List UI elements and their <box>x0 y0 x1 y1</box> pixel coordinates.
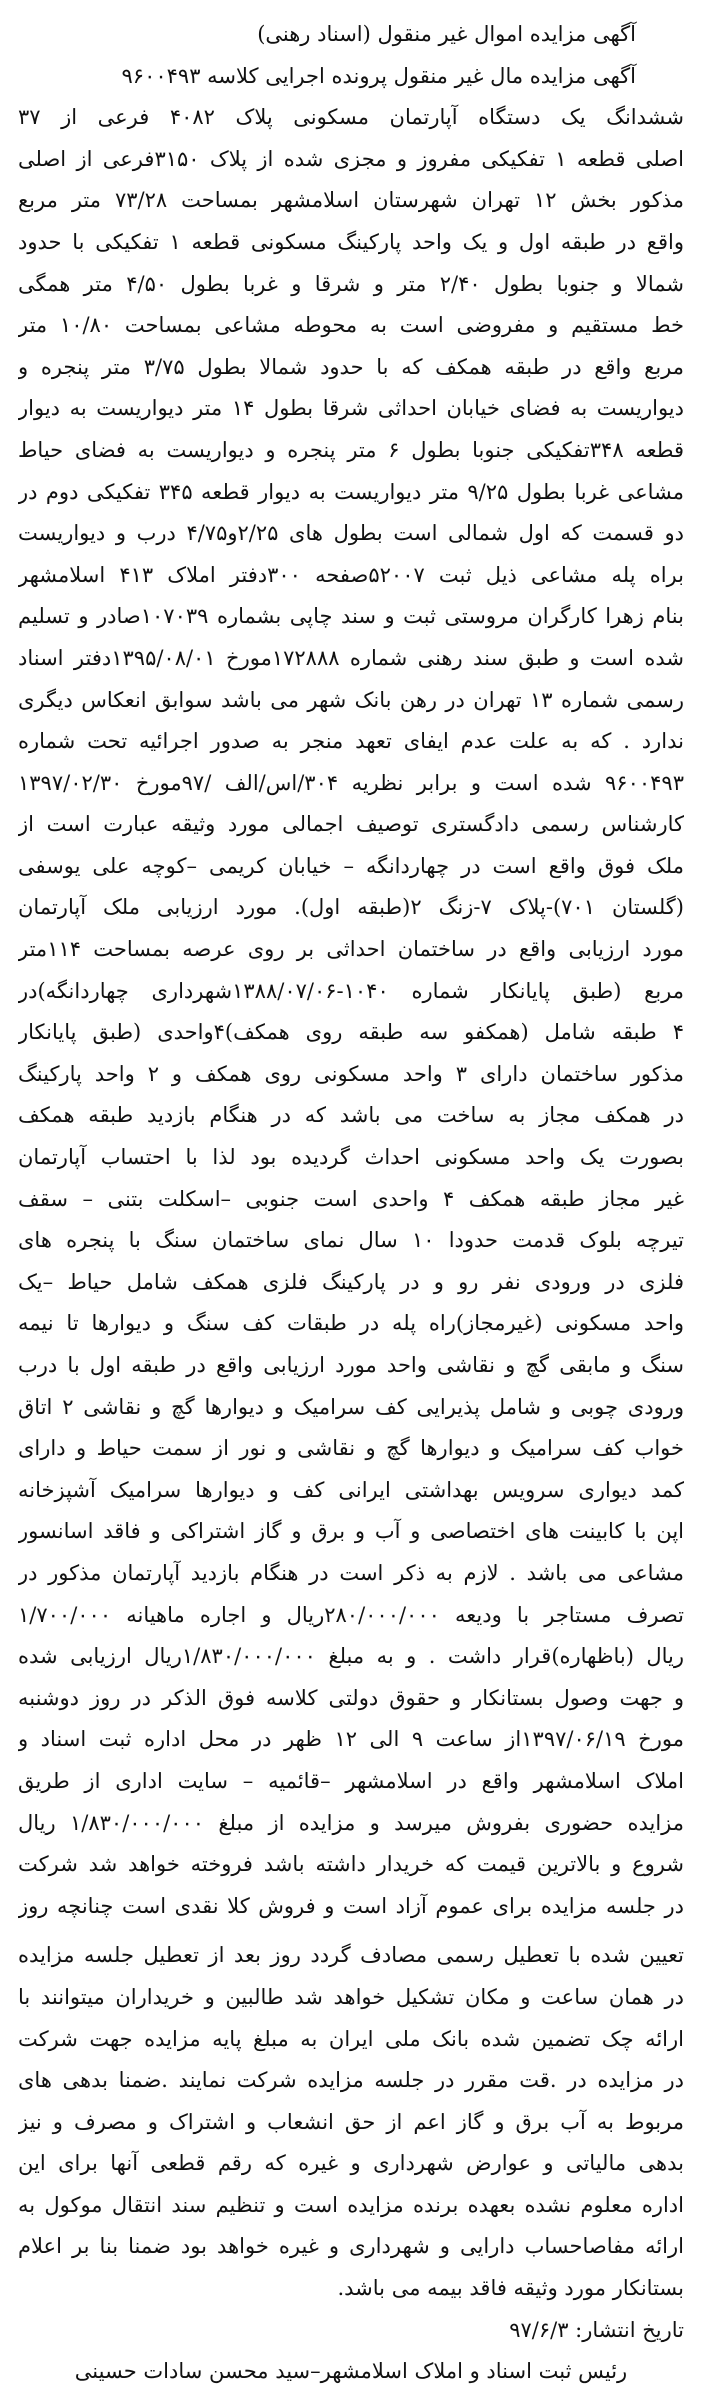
notice-text-line: مذکور بخش ۱۲ تهران شهرستان اسلامشهر بمساحت ۷۳/۲۸ متر مربع <box>18 188 684 213</box>
notice-text-line: تیرچه بلوک قدمت حدودا ۱۰ سال نمای ساختمان سنگ با پنجره های <box>18 1228 684 1253</box>
notice-text-line: دو قسمت که اول شمالی است بطول های ۲/۲۵و۴/۷۵ درب و دیواریست <box>18 521 684 546</box>
notice-text-line: (گلستان ۷۰۱)-پلاک ۷-زنگ ۲(طبقه اول). مورد ارزیابی ملک آپارتمان <box>18 895 684 920</box>
notice-text-line: سنگ و مابقی گچ و نقاشی واحد مورد ارزیابی واقع در طبقه اول با درب <box>18 1353 684 1377</box>
notice-text-line: فلزی در ورودی نفر رو و در پارکینگ فلزی همکف شامل حیاط –یک <box>18 1269 684 1294</box>
notice-text-line: ریال (باظهاره)قرار داشت . و به مبلغ ۱/۸۳۰/۰۰۰/۰۰۰ریال ارزیابی شده <box>18 1644 684 1669</box>
notice-text-line: شمالا و جنوبا بطول ۲/۴۰ متر و شرقا و غربا بطول ۴/۵۰ متر همگی <box>18 271 684 296</box>
notice-text-line: واحد مسکونی (غیرمجاز)راه پله در طبقات کف سنگ و دیوارها تا نیمه <box>18 1311 684 1336</box>
notice-closing-line: بستانکار مورد وثیقه فاقد بیمه می باشد. <box>337 2276 684 2301</box>
notice-text-line: ۴ طبقه شامل (همکفو سه طبقه روی همکف)۴واحدی (طبق پایانکار <box>18 1020 684 1045</box>
notice-body-part-1 <box>18 97 684 1927</box>
notice-text-line: کارشناس رسمی دادگستری توصیف اجمالی مورد وثیقه عبارت است از <box>18 812 684 837</box>
notice-text-line: اپن با کابینت های اختصاصی و آب و برق و گاز اشتراکی و فاقد اسانسور <box>18 1519 684 1544</box>
notice-text-line: قطعه ۳۴۸تفکیکی جنوبا بطول ۶ متر پنجره و دیواریست به فضای حیاط <box>18 437 684 462</box>
notice-text-line: دیواریست به فضای خیابان احداثی شرقا بطول ۱۴ متر دیواریست به دیوار <box>18 396 684 421</box>
notice-text-line: مربع (طبق پایانکار شماره ۱۰۴۰-۱۳۸۸/۰۷/۰۶شهرداری چهاردانگه)در <box>18 978 684 1003</box>
notice-text-line: و جهت وصول بستانکار و حقوق دولتی کلاسه فوق الذکر در روز دوشنبه <box>18 1685 684 1710</box>
notice-body-part-2 <box>18 1935 684 2268</box>
notice-text-line: ششدانگ یک دستگاه آپارتمان مسکونی پلاک ۴۰۸۲ فرعی از ۳۷ <box>18 105 684 130</box>
paragraph-break <box>18 1927 684 1935</box>
notice-text-line: بنام زهرا کارگران مروستی ثبت و سند چاپی بشماره ۱۰۷۰۳۹صادر و تسلیم <box>18 604 684 629</box>
notice-subtitle: آگهی مزایده مال غیر منقول پرونده اجرایی کلاسه ۹۶۰۰۴۹۳ <box>121 63 636 88</box>
notice-text-line: مذکور ساختمان دارای ۳ واحد مسکونی روی همکف و ۲ واحد پارکینگ <box>18 1061 684 1086</box>
notice-title: آگهی مزایده اموال غیر منقول (اسناد رهنی) <box>257 22 636 46</box>
notice-text-line: ورودی چوبی و شامل پذیرایی کف سرامیک و دیوارها گچ و نقاشی ۲ اتاق <box>18 1394 684 1419</box>
notice-text-line: مربوط به آب برق و گاز اعم از حق انشعاب و اشتراک و مصرف و نیز <box>18 2109 684 2134</box>
notice-text-line: بصورت یک واحد مسکونی احداث گردیده بود لذا با احتساب آپارتمان <box>18 1145 684 1170</box>
notice-text-line: اداره معلوم نشده بعهده برنده مزایده است و تنظیم سند انتقال موکول به <box>18 2192 684 2217</box>
notice-text-line: ندارد . که به علت عدم ایفای تعهد منجر به صدور اجرائیه تحت شماره <box>18 729 684 754</box>
notice-text-line: کمد دیواری سرویس بهداشتی ایرانی کف و دیوارها سرامیک آشپزخانه <box>18 1477 684 1502</box>
notice-text-line: مورد ارزیابی واقع در ساختمان احداثی بر روی عرصه بمساحت ۱۱۴متر <box>18 937 684 962</box>
notice-text-line: شروع و بالاترین قیمت که خریدار داشته باشد فروخته خواهد شد شرکت <box>18 1852 684 1877</box>
notice-text-line: ملک فوق واقع است در چهاردانگه – خیابان کریمی –کوچه علی یوسفی <box>18 853 684 878</box>
notice-text-line: مزایده حضوری بفروش میرسد و مزایده از مبلغ ۱/۸۳۰/۰۰۰/۰۰۰ ریال <box>18 1810 684 1835</box>
notice-text-line: مشاعی می باشد . لازم به ذکر است در هنگام بازدید آپارتمان مذکور در <box>18 1560 684 1585</box>
auction-notice <box>18 14 684 2393</box>
notice-text-line: غیر مجاز طبقه همکف ۴ واحدی است جنوبی –اسکلت بتنی – سقف <box>18 1186 684 1211</box>
notice-text-line: ارائه مفاصاحساب دارایی و شهرداری و غیره خواهد بود ضمنا بنا بر اعلام <box>18 2234 684 2259</box>
notice-text-line: در همکف مجاز به ساخت می باشد که در هنگام بازدید طبقه همکف <box>18 1103 684 1128</box>
notice-text-line: براه پله مشاعی ذیل ثبت ۵۲۰۰۷صفحه ۳۰۰دفتر املاک ۴۱۳ اسلامشهر <box>18 562 684 587</box>
notice-text-line: شده است و طبق سند رهنی شماره ۱۷۲۸۸۸مورخ ۱۳۹۵/۰۸/۰۱دفتر اسناد <box>18 645 684 670</box>
notice-text-line: مشاعی غربا بطول ۹/۲۵ متر دیواریست به دیوار قطعه ۳۴۵ تفکیکی دوم در <box>18 479 684 504</box>
notice-text-line: تعیین شده با تعطیل رسمی مصادف گردد روز بعد از تعطیل جلسه مزایده <box>18 1943 684 1968</box>
notice-text-line: تصرف مستاجر با ودیعه ۲۸۰/۰۰۰/۰۰۰ریال و اجاره ماهیانه ۱/۷۰۰/۰۰۰ <box>18 1602 684 1627</box>
notice-text-line: در همان ساعت و مکان تشکیل خواهد شد طالبین و خریداران میتوانند با <box>18 1984 684 2009</box>
notice-text-line: واقع در طبقه اول و یک واحد پارکینگ مسکونی قطعه ۱ تفکیکی با حدود <box>18 229 684 254</box>
notice-text-line: ارائه چک تضمین شده بانک ملی ایران به مبلغ پایه مزایده جهت شرکت <box>18 2026 684 2051</box>
notice-text-line: خط مستقیم و مفروضی است به محوطه مشاعی بمساحت ۱۰/۸۰ متر <box>18 313 684 338</box>
notice-text-line: اصلی قطعه ۱ تفکیکی مفروز و مجزی شده از پلاک ۳۱۵۰فرعی از اصلی <box>18 146 684 171</box>
notice-text-line: بدهی مالیاتی و عوارض شهرداری و غیره که رقم قطعی آنها برای این <box>18 2151 684 2176</box>
notice-text-line: در جلسه مزایده برای عموم آزاد است و فروش کلا نقدی است چنانچه روز <box>18 1893 684 1918</box>
notice-text-line: مربع واقع در طبقه همکف که با حدود شمالا بطول ۳/۷۵ متر پنجره و <box>18 354 684 379</box>
notice-text-line: ۹۶۰۰۴۹۳ شده است و برابر نظریه ۳۰۴/اس/الف /۹۷مورخ ۱۳۹۷/۰۲/۳۰ <box>18 770 684 795</box>
notice-text-line: املاک اسلامشهر واقع در اسلامشهر –قائمیه – سایت اداری از طریق <box>18 1768 684 1793</box>
signature: رئیس ثبت اسناد و املاک اسلامشهر–سید محسن سادات حسینی <box>74 2359 628 2384</box>
notice-text-line: رسمی شماره ۱۳ تهران در رهن بانک شهر می باشد سوابق انعکاس دیگری <box>18 687 684 712</box>
publish-date: تاریخ انتشار: ۹۷/۶/۳ <box>509 2317 684 2342</box>
notice-text-line: خواب کف سرامیک و دیوارها گچ و نقاشی و نور از سمت حیاط و دارای <box>18 1436 684 1461</box>
notice-text-line: در مزایده در .قت مقرر در جلسه مزایده شرکت نمایند .ضمنا بدهی های <box>18 2068 684 2093</box>
notice-text-line: مورخ ۱۳۹۷/۰۶/۱۹از ساعت ۹ الی ۱۲ ظهر در محل اداره ثبت اسناد و <box>18 1727 684 1752</box>
